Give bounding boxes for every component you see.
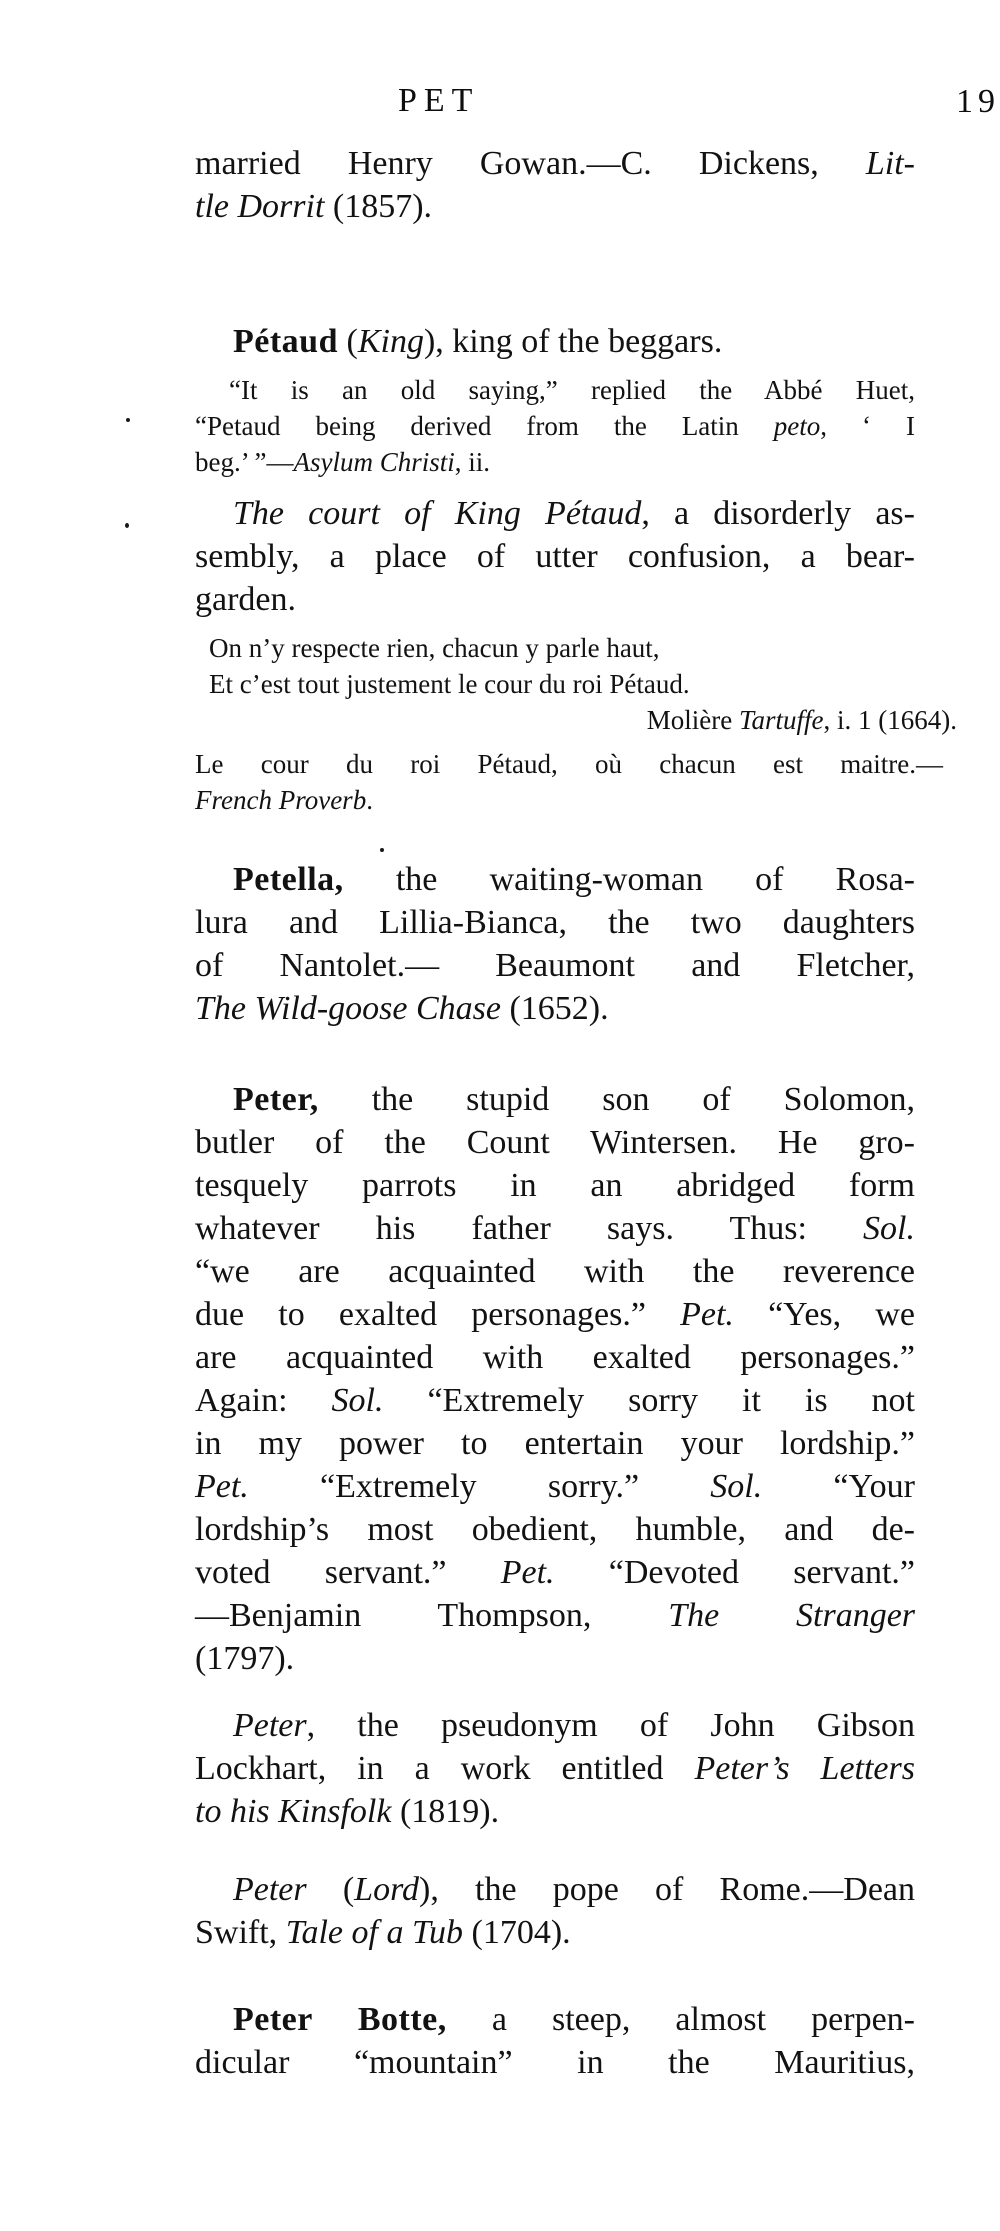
text-line bbox=[195, 142, 915, 185]
text-line bbox=[195, 1998, 915, 2041]
text-line bbox=[195, 944, 915, 987]
text-segment: Again: bbox=[195, 1382, 332, 1419]
text-segment: Peter’s Letters bbox=[694, 1750, 915, 1787]
text-line bbox=[195, 666, 957, 702]
text-segment: ( bbox=[306, 1871, 355, 1908]
text-line bbox=[195, 1465, 915, 1508]
text-segment: On n’y respecte rien, chacun y parle haut, bbox=[209, 633, 660, 663]
text-segment: “Devoted servant.” bbox=[554, 1554, 916, 1591]
text-line bbox=[195, 1336, 915, 1379]
text-line bbox=[195, 1508, 915, 1551]
text-segment: Asylum Christi bbox=[293, 447, 455, 477]
text-line bbox=[195, 1594, 915, 1637]
text-segment: Lockhart, in a work entitled bbox=[195, 1750, 695, 1787]
text-segment: lura and Lillia-Bianca, the two daughters bbox=[195, 904, 915, 941]
text-segment: ( bbox=[338, 323, 358, 360]
text-line bbox=[195, 1207, 915, 1250]
text-segment: the waiting-woman of Rosa- bbox=[343, 861, 915, 898]
text-segment: The Wild-goose Chase bbox=[195, 990, 501, 1027]
text-segment: ), the pope of Rome.—Dean bbox=[419, 1871, 915, 1908]
text-segment: Et c’est tout justement le cour du roi Pétaud. bbox=[209, 669, 690, 699]
text-segment: tesquely parrots in an abridged form bbox=[195, 1167, 915, 1204]
text-line bbox=[195, 1790, 915, 1833]
text-line bbox=[195, 702, 957, 738]
text-segment: ), king of the beggars. bbox=[423, 323, 723, 360]
text-segment: “Yes, we bbox=[733, 1296, 915, 1333]
text-segment: French Proverb bbox=[195, 785, 367, 815]
text-line bbox=[195, 901, 915, 944]
page-header-title: PET bbox=[398, 82, 480, 119]
text-segment: Sol. bbox=[331, 1382, 384, 1419]
text-line bbox=[195, 1121, 915, 1164]
text-segment: of Nantolet.— Beaumont and Fletcher, bbox=[195, 947, 915, 984]
text-segment: dicular “mountain” in the Mauritius, bbox=[195, 2044, 915, 2081]
text-segment: Tartuffe bbox=[738, 705, 824, 735]
text-line bbox=[195, 1704, 915, 1747]
text-segment: a steep, almost perpen- bbox=[446, 2001, 915, 2038]
scan-speck bbox=[126, 418, 130, 422]
page-number: 19 bbox=[956, 83, 1000, 120]
text-segment: Pet. bbox=[680, 1296, 734, 1333]
scan-speck bbox=[380, 848, 384, 852]
text-segment: “Extremely sorry.” bbox=[248, 1468, 711, 1505]
text-line bbox=[195, 746, 943, 782]
text-segment: due to exalted personages.” bbox=[195, 1296, 681, 1333]
entry-peter-stranger bbox=[195, 1078, 915, 1680]
text-segment: Pet. bbox=[500, 1554, 555, 1591]
text-line bbox=[195, 320, 915, 363]
text-segment: , i. 1 (1664). bbox=[823, 705, 957, 735]
text-line bbox=[195, 408, 915, 444]
text-line bbox=[195, 535, 915, 578]
text-line bbox=[195, 578, 915, 621]
text-segment: are acquainted with exalted personages.” bbox=[195, 1339, 915, 1376]
text-segment: . bbox=[366, 785, 373, 815]
text-segment: Lit- bbox=[865, 145, 915, 182]
text-segment: Peter, bbox=[233, 1081, 319, 1118]
text-column bbox=[195, 0, 957, 2084]
text-segment: (1797). bbox=[195, 1640, 295, 1677]
text-segment: sembly, a place of utter confusion, a bear- bbox=[195, 538, 915, 575]
text-line bbox=[195, 1293, 915, 1336]
text-line bbox=[195, 1551, 915, 1594]
text-line bbox=[195, 185, 915, 228]
text-segment: Swift, bbox=[195, 1914, 286, 1951]
text-line bbox=[195, 1078, 915, 1121]
entry-peter-lockhart bbox=[195, 1704, 915, 1833]
text-segment: whatever his father says. Thus: bbox=[195, 1210, 864, 1247]
text-segment: (1819). bbox=[391, 1793, 500, 1830]
text-segment: Pet. bbox=[195, 1468, 249, 1505]
verse-quote-moliere bbox=[195, 630, 957, 738]
text-segment: “Petaud being derived from the Latin bbox=[195, 411, 774, 441]
text-segment: married Henry Gowan.—C. Dickens, bbox=[195, 145, 866, 182]
text-segment: peto bbox=[773, 411, 821, 441]
text-segment: King bbox=[357, 323, 424, 360]
text-line bbox=[195, 1422, 915, 1465]
text-segment: The court of King Pétaud bbox=[233, 495, 642, 532]
text-line bbox=[195, 630, 957, 666]
text-segment: Molière bbox=[646, 705, 739, 735]
text-segment: “It is an old saying,” replied the Abbé Huet, bbox=[229, 375, 915, 405]
text-segment: —Benjamin Thompson, bbox=[195, 1597, 669, 1634]
text-line bbox=[195, 2041, 915, 2084]
text-segment: Sol. bbox=[710, 1468, 763, 1505]
text-segment: “Your bbox=[762, 1468, 915, 1505]
text-segment: , ‘ I bbox=[820, 411, 916, 441]
scan-speck bbox=[125, 523, 129, 528]
text-segment: “we are acquainted with the reverence bbox=[195, 1253, 915, 1290]
text-segment: beg.’ ”— bbox=[195, 447, 294, 477]
entry-petaud-heading bbox=[195, 320, 915, 363]
text-line bbox=[195, 1911, 915, 1954]
text-line bbox=[195, 1250, 915, 1293]
text-segment: tle Dorrit bbox=[195, 188, 325, 225]
entry-peter-botte bbox=[195, 1998, 915, 2084]
text-segment: (1857). bbox=[324, 188, 433, 225]
text-line bbox=[195, 858, 915, 901]
text-segment: The Stranger bbox=[668, 1597, 916, 1634]
text-line bbox=[195, 492, 915, 535]
text-line bbox=[195, 987, 915, 1030]
proverb-quote bbox=[195, 746, 943, 818]
text-segment: Sol. bbox=[863, 1210, 915, 1247]
text-line bbox=[195, 1637, 915, 1680]
text-segment: (1704). bbox=[463, 1914, 571, 1951]
text-line bbox=[195, 782, 943, 818]
text-segment: (1652). bbox=[500, 990, 609, 1027]
text-line bbox=[195, 444, 915, 480]
entry-petaud-definition bbox=[195, 492, 915, 621]
continuation-paragraph-gowan bbox=[195, 142, 915, 228]
text-segment: Le cour du roi Pétaud, où chacun est maitre.— bbox=[195, 749, 943, 779]
text-line bbox=[195, 1379, 915, 1422]
text-segment: , ii. bbox=[454, 447, 490, 477]
text-segment: Peter bbox=[233, 1871, 307, 1908]
text-segment: butler of the Count Wintersen. He gro- bbox=[195, 1124, 915, 1161]
text-line bbox=[195, 1747, 915, 1790]
text-segment: in my power to entertain your lordship.” bbox=[195, 1425, 915, 1462]
text-segment: voted servant.” bbox=[195, 1554, 501, 1591]
text-line bbox=[195, 1164, 915, 1207]
text-segment: , a disorderly as- bbox=[641, 495, 915, 532]
text-line bbox=[195, 1868, 915, 1911]
text-segment: Pétaud bbox=[233, 323, 338, 360]
entry-petaud-quote bbox=[195, 372, 915, 480]
text-segment: Peter Botte, bbox=[233, 2001, 447, 2038]
text-segment: the stupid son of Solomon, bbox=[318, 1081, 915, 1118]
text-segment: to his Kinsfolk bbox=[195, 1793, 392, 1830]
text-segment: Peter bbox=[233, 1707, 307, 1744]
text-segment: Tale of a Tub bbox=[285, 1914, 463, 1951]
text-segment: Lord bbox=[354, 1871, 420, 1908]
text-segment: “Extremely sorry it is not bbox=[383, 1382, 915, 1419]
text-segment: Petella, bbox=[233, 861, 344, 898]
text-segment: lordship’s most obedient, humble, and de- bbox=[195, 1511, 915, 1548]
text-segment: garden. bbox=[195, 581, 297, 618]
text-line bbox=[195, 372, 915, 408]
entry-petella bbox=[195, 858, 915, 1030]
entry-peter-lord bbox=[195, 1868, 915, 1954]
text-segment: , the pseudonym of John Gibson bbox=[306, 1707, 915, 1744]
